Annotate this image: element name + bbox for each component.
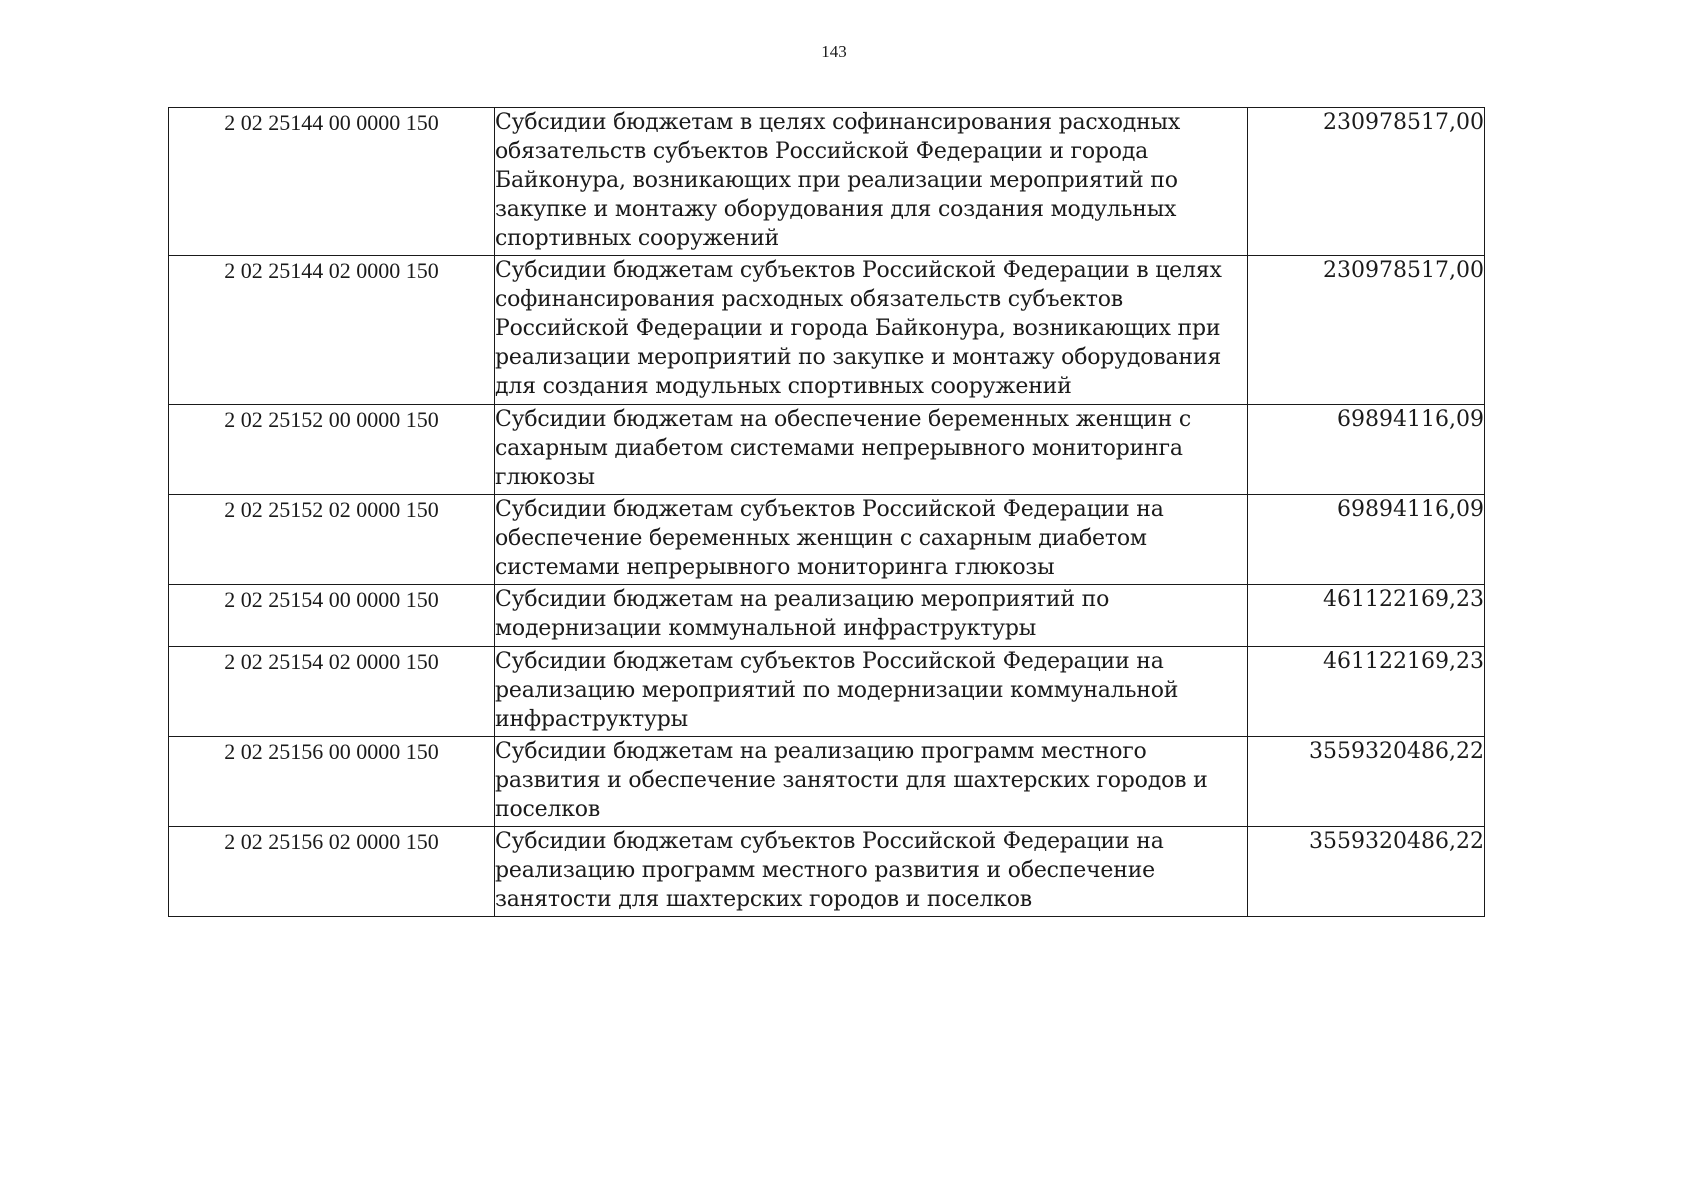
budget-code-cell: 2 02 25152 00 0000 150 xyxy=(169,405,495,495)
amount-cell: 461122169,23 xyxy=(1248,585,1485,647)
budget-code-cell: 2 02 25144 00 0000 150 xyxy=(169,108,495,256)
amount-cell: 69894116,09 xyxy=(1248,495,1485,585)
amount-cell: 3559320486,22 xyxy=(1248,737,1485,827)
budget-code-cell: 2 02 25154 02 0000 150 xyxy=(169,647,495,737)
description-cell: Субсидии бюджетам субъектов Российской Федерации на реализацию программ местного развития и обеспечение занятости для шахтерских городов и поселков xyxy=(495,827,1248,917)
amount-cell: 3559320486,22 xyxy=(1248,827,1485,917)
description-cell: Субсидии бюджетам субъектов Российской Федерации на реализацию мероприятий по модернизации коммунальной инфраструктуры xyxy=(495,647,1248,737)
amount-cell: 69894116,09 xyxy=(1248,405,1485,495)
budget-revenue-table xyxy=(168,107,1485,917)
description-cell: Субсидии бюджетам субъектов Российской Федерации в целях софинансирования расходных обязательств субъектов Российской Федерации и города Байконура, возникающих при реализации мероприятий по закупке и монтажу оборудования для создания модульных спортивных сооружений xyxy=(495,256,1248,405)
description-cell: Субсидии бюджетам в целях софинансирования расходных обязательств субъектов Российской Федерации и города Байконура, возникающих при реализации мероприятий по закупке и монтажу оборудования для создания модульных спортивных сооружений xyxy=(495,108,1248,256)
table-row xyxy=(169,737,1485,827)
table-row xyxy=(169,827,1485,917)
amount-cell: 230978517,00 xyxy=(1248,256,1485,405)
budget-code-cell: 2 02 25156 02 0000 150 xyxy=(169,827,495,917)
amount-cell: 230978517,00 xyxy=(1248,108,1485,256)
description-cell: Субсидии бюджетам на обеспечение беременных женщин с сахарным диабетом системами непрерывного мониторинга глюкозы xyxy=(495,405,1248,495)
description-cell: Субсидии бюджетам субъектов Российской Федерации на обеспечение беременных женщин с сахарным диабетом системами непрерывного мониторинга глюкозы xyxy=(495,495,1248,585)
budget-code-cell: 2 02 25144 02 0000 150 xyxy=(169,256,495,405)
table-row xyxy=(169,256,1485,405)
table-row xyxy=(169,585,1485,647)
table-row xyxy=(169,647,1485,737)
description-cell: Субсидии бюджетам на реализацию программ местного развития и обеспечение занятости для шахтерских городов и поселков xyxy=(495,737,1248,827)
table-row xyxy=(169,495,1485,585)
description-cell: Субсидии бюджетам на реализацию мероприятий по модернизации коммунальной инфраструктуры xyxy=(495,585,1248,647)
page-number: 143 xyxy=(821,42,847,61)
table-row xyxy=(169,405,1485,495)
budget-code-cell: 2 02 25156 00 0000 150 xyxy=(169,737,495,827)
table-row xyxy=(169,108,1485,256)
amount-cell: 461122169,23 xyxy=(1248,647,1485,737)
budget-code-cell: 2 02 25154 00 0000 150 xyxy=(169,585,495,647)
budget-code-cell: 2 02 25152 02 0000 150 xyxy=(169,495,495,585)
